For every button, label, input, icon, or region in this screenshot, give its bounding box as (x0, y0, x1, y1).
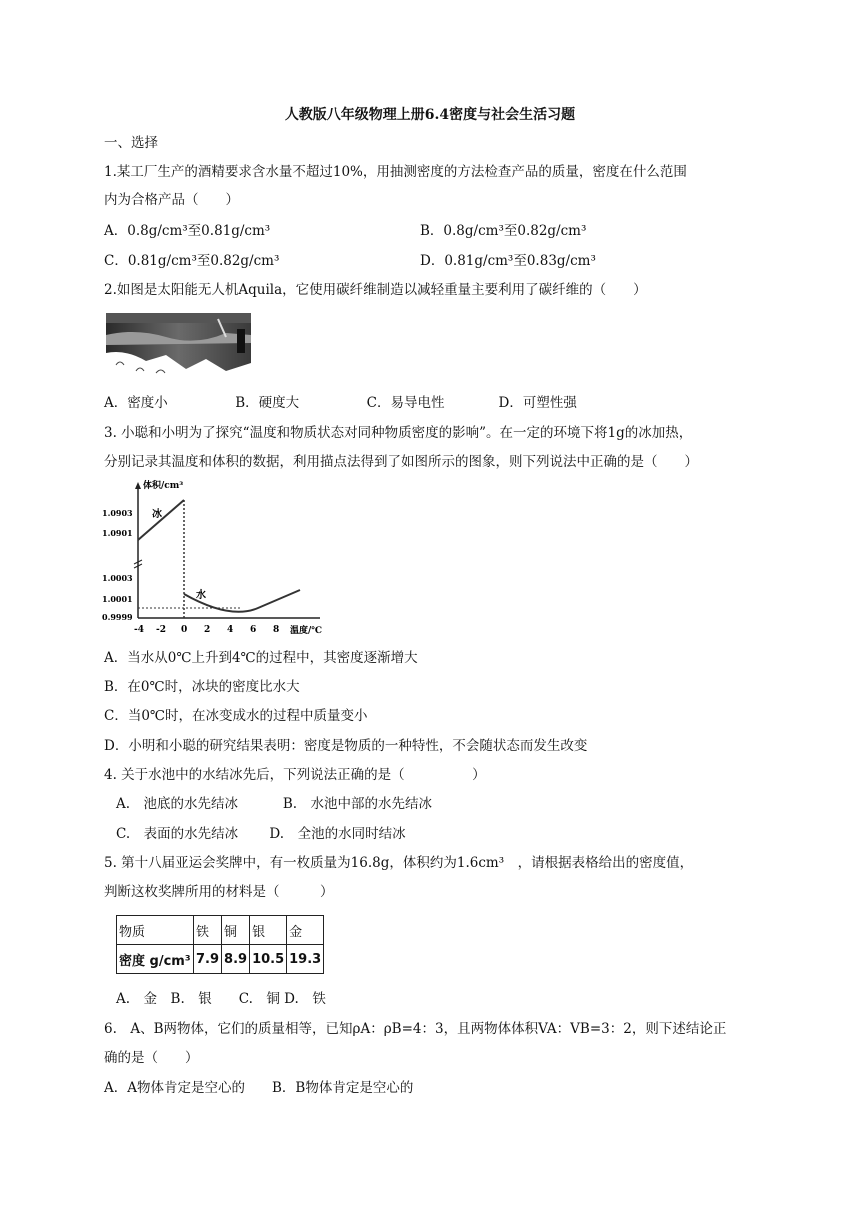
question-4-text: 4. 关于水池中的水结冰先后，下列说法正确的是（ ） (104, 767, 486, 783)
question-2-text: 2.如图是太阳能无人机Aquila，它使用碳纤维制造以减轻重量主要利用了碳纤维的（ ） (104, 282, 647, 298)
y-tick-label: 1.0003 (102, 573, 133, 583)
question-3-text-cont: 分别记录其温度和体积的数据，利用描点法得到了如图所示的图象，则下列说法中正确的是（ ） (104, 454, 698, 470)
table-cell: 铁 (194, 916, 222, 945)
y-tick-label: 1.0001 (102, 594, 133, 604)
x-tick-label: 2 (204, 625, 211, 635)
table-row (117, 945, 324, 974)
question-5-text-cont: 判断这枚奖牌所用的材料是（ ） (104, 884, 334, 900)
x-axis-label: 温度/℃ (290, 626, 323, 636)
table-cell: 10.5 (250, 945, 287, 974)
question-3-option-b: B．在0℃时，冰块的密度比水大 (104, 679, 300, 695)
question-6-text: 6. A、B两物体，它们的质量相等，已知ρA：ρB=4：3，且两物体体积VA：VB=3：2，则下述结论正 (104, 1021, 727, 1037)
volume-temperature-graph (100, 478, 330, 638)
question-1-text: 1.某工厂生产的酒精要求含水量不超过10%，用抽测密度的方法检查产品的质量，密度在什么范围 (104, 164, 687, 180)
y-tick-label: 0.9999 (102, 612, 133, 622)
x-tick-label: -4 (134, 625, 144, 635)
question-3-option-d: D．小明和小聪的研究结果表明：密度是物质的一种特性，不会随状态而发生改变 (104, 738, 588, 754)
x-tick-label: -2 (156, 625, 166, 635)
question-1-option-a: A．0.8g/cm³至0.81g/cm³ (104, 223, 271, 239)
question-6-text-cont: 确的是（ ） (104, 1050, 199, 1066)
question-1-option-d: D．0.81g/cm³至0.83g/cm³ (420, 253, 596, 269)
x-tick-label: 6 (250, 625, 257, 635)
table-cell: 8.9 (222, 945, 250, 974)
y-axis-arrow (135, 482, 141, 489)
ice-series-line (138, 500, 184, 540)
question-3-option-a: A．当水从0℃上升到4℃的过程中，其密度逐渐增大 (104, 650, 418, 666)
question-1-option-c: C．0.81g/cm³至0.82g/cm³ (104, 253, 280, 269)
x-tick-label: 0 (181, 625, 188, 635)
water-label: 水 (196, 590, 206, 601)
question-5-text: 5. 第十八届亚运会奖牌中，有一枚质量为16.8g，体积约为1.6cm³ ，请根据表格给出的密度值， (104, 855, 694, 871)
question-3-option-c: C．当0℃时，在冰变成水的过程中质量变小 (104, 708, 368, 724)
question-2-options: A．密度小 B．硬度大 C．易导电性 D．可塑性强 (104, 395, 577, 411)
question-1-option-b: B．0.8g/cm³至0.82g/cm³ (420, 223, 587, 239)
y-tick-label: 1.0903 (102, 508, 133, 518)
table-cell: 银 (250, 916, 287, 945)
x-tick-label: 8 (273, 625, 280, 635)
table-cell: 物质 (117, 916, 194, 945)
question-6-options: A．A物体肯定是空心的 B．B物体肯定是空心的 (104, 1080, 414, 1096)
table-cell: 密度 g/cm³ (117, 945, 194, 974)
x-tick-label: 4 (227, 625, 234, 635)
table-cell: 19.3 (287, 945, 324, 974)
density-table (116, 915, 324, 974)
table-cell: 7.9 (194, 945, 222, 974)
y-tick-label: 1.0901 (102, 528, 133, 538)
y-axis-label: 体积/cm³ (143, 481, 184, 491)
question-5-options: A. 金 B. 银 C. 铜 D. 铁 (116, 991, 326, 1007)
table-cell: 铜 (222, 916, 250, 945)
drone-photo (106, 313, 251, 383)
question-4-options-cd: C. 表面的水先结冰 D. 全池的水同时结冰 (116, 826, 406, 842)
table-cell: 金 (287, 916, 324, 945)
ice-label: 冰 (152, 509, 162, 520)
table-header-row (117, 916, 324, 945)
question-4-options-ab: A. 池底的水先结冰 B. 水池中部的水先结冰 (116, 796, 433, 812)
section-heading: 一、选择 (104, 135, 158, 151)
question-3-text: 3. 小聪和小明为了探究“温度和物质状态对同种物质密度的影响”。在一定的环境下将1g的冰加热， (104, 425, 693, 441)
page-title: 人教版八年级物理上册6.4密度与社会生活习题 (284, 107, 576, 123)
question-1-text-cont: 内为合格产品（ ） (104, 192, 239, 208)
